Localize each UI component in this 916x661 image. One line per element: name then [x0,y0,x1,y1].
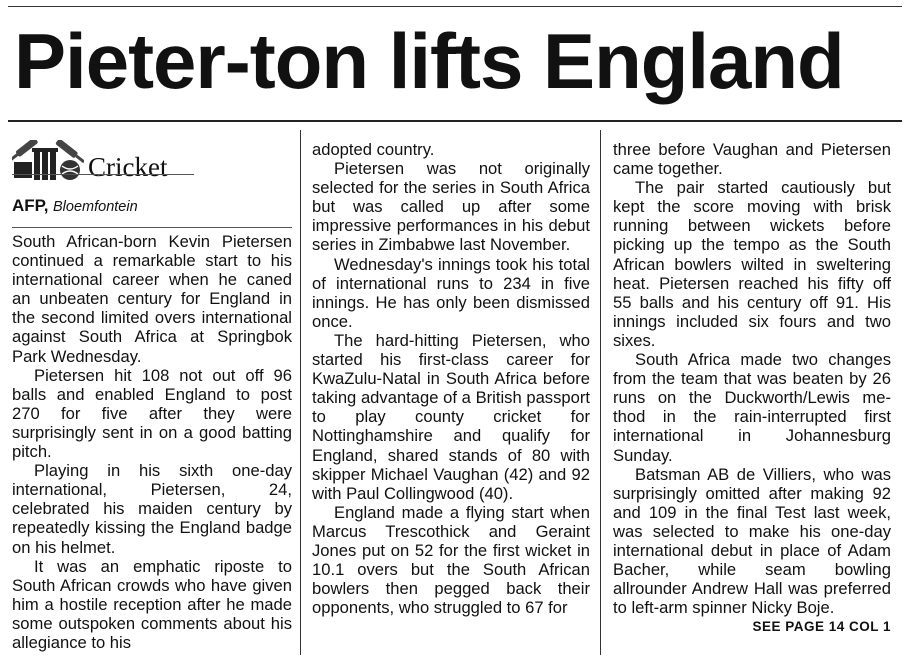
section-underline [12,174,194,175]
article-column-2 [312,140,590,617]
headline-rule [8,120,902,122]
dateline [12,196,292,217]
section-header [12,140,292,182]
paragraph: Batsman AB de Villiers, who was surprisingly omitted after making 92 and 109 in the final Test last week, was selected to make his one-day international debut in place of Adam Bacher, while seam bowling allrounder Andrew Hall was preferred to left-arm spinner Nicky Boje. [613,464,891,618]
continuation-note: SEE PAGE 14 COL 1 [752,619,891,635]
dateline-rule [12,227,292,228]
dateline-place: Bloemfontein [53,199,138,215]
dateline-agency: AFP, [12,196,49,215]
paragraph: The hard-hitting Pietersen, who started his first-class career for KwaZulu-Natal in South Africa before taking advantage of a British passport to play county cricket for Nottinghamshire and qualify for England, shared stands of 80 with skipper Michael Vaughan (42) and 92 with Paul Collingwood (40). [312,330,590,503]
paragraph: The pair started cautiously but kept the score moving with brisk running between wickets before picking up the tempo as the South African bowlers wilted in sweltering heat. Pietersen reached his fifty off 55 balls and his century off 91. His innings included six fours and two sixes. [613,178,891,350]
paragraph: Playing in his sixth one-day international, Pietersen, 24, celebrated his maiden century by repeatedly kissing the England badge on his helmet. [12,461,292,557]
article-column-1 [12,140,292,652]
section-name: Cricket [88,152,168,182]
article-column-3 [613,140,891,636]
paragraph: Pietersen was not originally selected for the series in South Africa but was called up after some impressive performances in his debut series in Zimbabwe last November. [312,159,590,255]
paragraph: It was an emphatic riposte to South African crowds who have given him a hostile reception after he made some outspoken comments about his allegiance to his [12,556,292,652]
paragraph: England made a flying start when Marcus Trescothick and Geraint Jones put on 52 for the first wicket in 10.1 overs but the South African bowlers then pegged back their opponents, who struggled to 67 for [312,502,590,618]
headline: Pieter-ton lifts England [14,17,844,105]
paragraph: three before Vaughan and Pietersen came together. [613,140,891,179]
paragraph: Pietersen hit 108 not out off 96 balls and enabled England to post 270 for five after they were surprisingly sent in on a good batting pitch. [12,365,292,462]
paragraph: Wednesday's innings took his total of international runs to 234 in five innings. He has only been dismissed once. [312,254,590,331]
cricket-bat-ball-icon [12,140,84,182]
column-divider [300,130,301,655]
top-rule [8,6,902,7]
paragraph: adopted country. [312,140,435,159]
paragraph: South Africa made two changes from the team that was beaten by 26 runs on the Duckworth/Lewis me-thod in the rain-interrupted first international in Johannesburg Sunday. [613,350,891,465]
paragraph: South African-born Kevin Pietersen continued a remarkable start to his international career when he caned an unbeaten century for England in the second limited overs international against South Africa at Springbok Park Wednesday. [12,232,292,366]
column-divider [600,130,601,655]
